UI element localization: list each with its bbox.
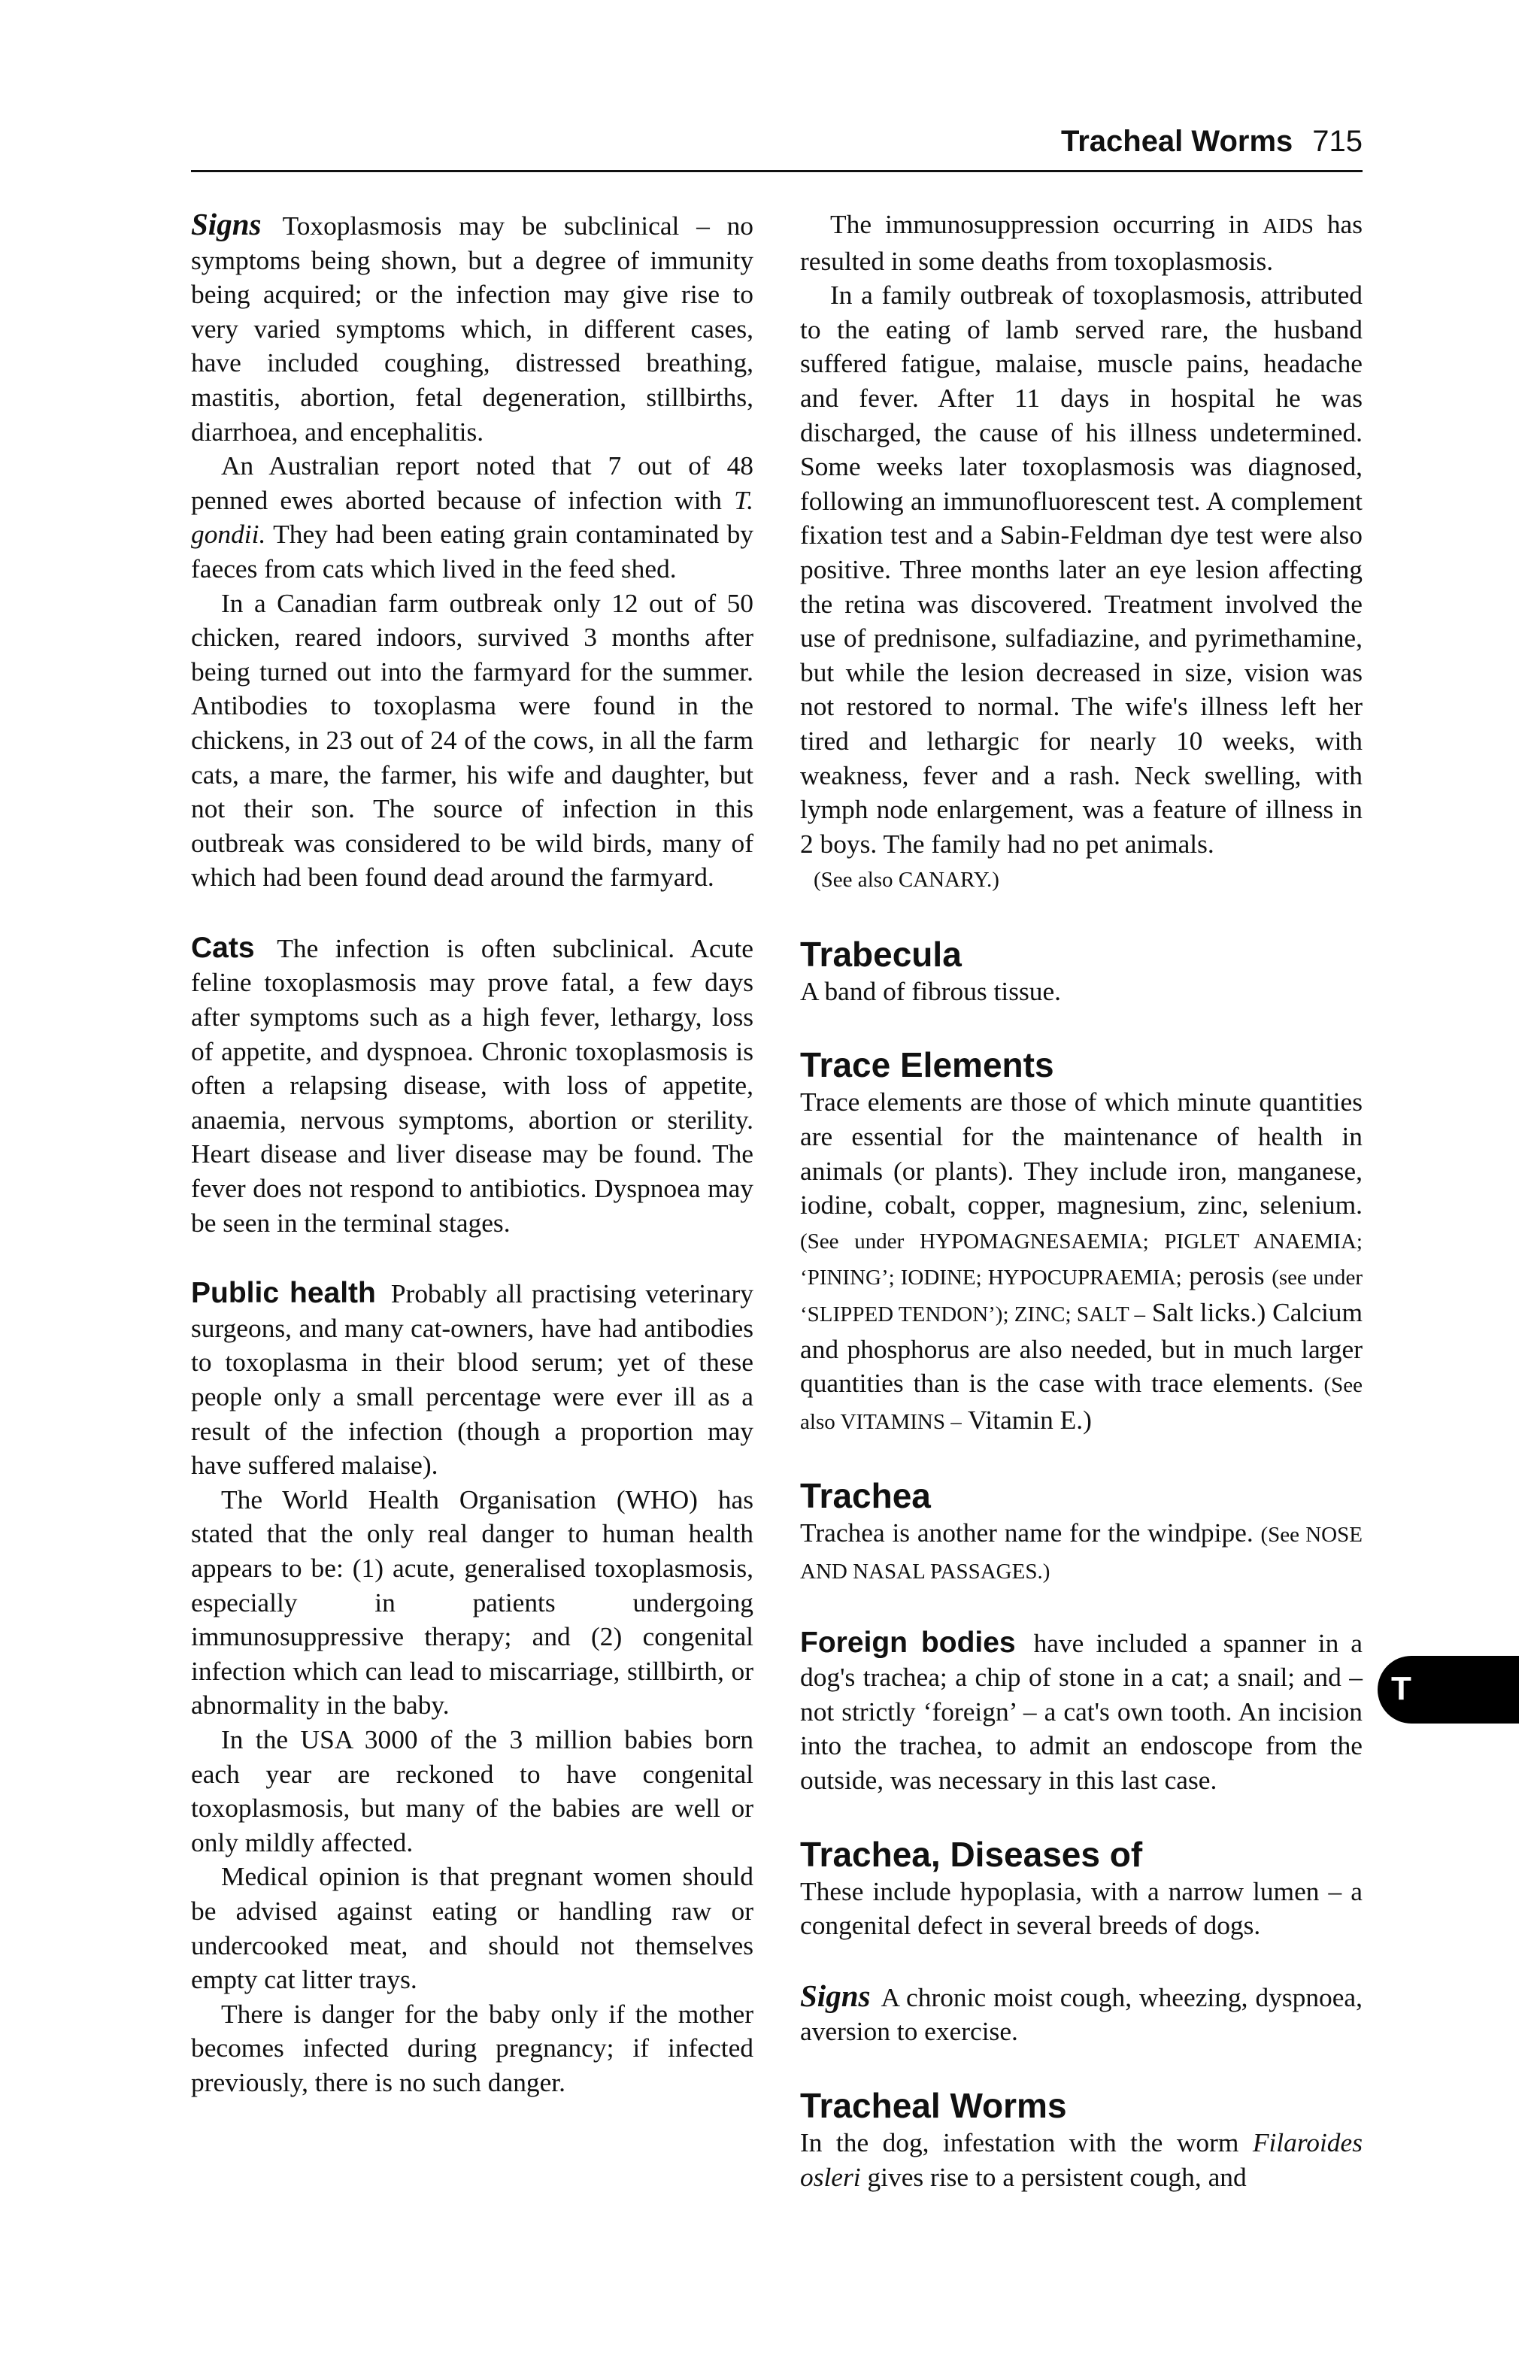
public-health-label: Public health: [191, 1277, 376, 1310]
thumb-index-tab: [1378, 1656, 1519, 1724]
cross-reference: (See NOSE AND NASAL PASSAGES.): [800, 1523, 1363, 1584]
see-also-canary: (See also CANARY.): [814, 868, 999, 893]
public-health-text: Probably all practising veterinary surgeons, and many cat-owners, have had antibodies to toxoplasma in their blood serum; yet of these people only a small percentage were ever ill as a result of the infection (though a proportion may have suffered malaise).: [191, 1278, 754, 1481]
medical-opinion-paragraph: Medical opinion is that pregnant women should be advised against eating or handling raw or undercooked meat, and should not themselves empty cat litter trays.: [191, 1861, 753, 1995]
signs-label: Signs: [191, 207, 262, 241]
cats-label: Cats: [191, 931, 255, 964]
signs-paragraph: [191, 208, 753, 449]
signs-text: A chronic moist cough, wheezing, dyspnoea, aversion to exercise.: [800, 1981, 1363, 2047]
pregnancy-danger-paragraph: There is danger for the baby only if the mother becomes infected during pregnancy; if infected previously, there is no such danger.: [191, 1998, 753, 2097]
foreign-bodies-paragraph: [800, 1626, 1363, 1798]
foreign-bodies-text: have included a spanner in a dog's trachea; a chip of stone in a cat; a snail; and – not strictly ‘foreign’ – a cat's own tooth. An incision into the trachea, to admit an endoscope from the outside, was necessary in this last case.: [800, 1627, 1363, 1795]
left-column: [191, 208, 753, 2100]
heading-trace-elements: Trace Elements: [800, 1045, 1054, 1085]
who-paragraph: The World Health Organisation (WHO) has stated that the only real danger to human health appears to be: (1) acute, generalised toxoplasmosis, especially in patients undergoing immunosuppressive therapy; and (2) congenital infection which can lead to miscarriage, stillbirth, or abnormality in the baby.: [191, 1484, 753, 1721]
signs-label: Signs: [800, 1978, 871, 2013]
public-health-paragraph: [191, 1276, 753, 1483]
cats-paragraph: [191, 931, 753, 1240]
heading-trachea: Trachea: [800, 1476, 931, 1516]
aids-paragraph: The immunosuppression occurring in AIDS has resulted in some deaths from toxoplasmosis.: [800, 209, 1363, 276]
cross-reference: (See also VITAMINS –: [800, 1373, 1363, 1434]
signs-paragraph-2: [800, 1979, 1363, 2049]
heading-trachea-diseases: Trachea, Diseases of: [800, 1834, 1143, 1874]
page-number: 715: [1312, 125, 1363, 158]
running-head: [191, 123, 1363, 159]
thumb-index-letter: T: [1391, 1670, 1411, 1707]
right-column: [800, 208, 1363, 2194]
usa-paragraph: In the USA 3000 of the 3 million babies born each year are reckoned to have congenital toxoplasmosis, but many of the babies are well or only mildly affected.: [191, 1724, 753, 1857]
foreign-bodies-label: Foreign bodies: [800, 1626, 1016, 1659]
signs-text: Toxoplasmosis may be subclinical – no symptoms being shown, but a degree of immunity being acquired; or the infection may give rise to very varied symptoms which, in different cases, have included coughing, distressed breathing, mastitis, abortion, fetal degeneration, stillbirths, diarrhoea, and encephalitis.: [191, 211, 753, 447]
cats-text: The infection is often subclinical. Acute feline toxoplasmosis may prove fatal, a few days after symptoms such as a high fever, lethargy, loss of appetite, and dyspnoea. Chronic toxoplasmosis is often a relapsing disease, with loss of appetite, anaemia, nervous symptoms, abortion or sterility. Heart disease and liver disease may be found. The fever does not respond to antibiotics. Dyspnoea may be seen in the terminal stages.: [191, 932, 753, 1238]
trachea-definition: Trachea is another name for the windpipe. (See NOSE AND NASAL PASSAGES.): [800, 1517, 1363, 1584]
cross-reference: (see under ‘SLIPPED TENDON’); ZINC; SALT –: [800, 1266, 1363, 1327]
trace-elements-paragraph: Trace elements are those of which minute quantities are essential for the maintenance of health in animals (or plants). They include iron, manganese, iodine, cobalt, copper, magnesium, zinc, selenium. (See under HYPOMAGNESAEMIA; PIGLET ANAEMIA; ‘PINING’; IODINE; HYPOCUPRAEMIA; perosis (see under ‘SLIPPED TENDON’); ZINC; SALT – Salt licks.) Calcium and phosphorus are also needed, but in much larger quantities than is the case with trace elements. (See also VITAMINS – Vitamin E.): [800, 1087, 1363, 1435]
trachea-diseases-text: These include hypoplasia, with a narrow lumen – a congenital defect in several breeds of dogs.: [800, 1875, 1363, 1941]
tracheal-worms-text: In the dog, infestation with the worm Filaroides osleri gives rise to a persistent cough, and: [800, 2127, 1363, 2192]
running-head-title: Tracheal Worms: [1060, 125, 1293, 158]
trabecula-definition: A band of fibrous tissue.: [800, 975, 1061, 1006]
heading-tracheal-worms: Tracheal Worms: [800, 2085, 1067, 2125]
species-name: Filaroides osleri: [800, 2127, 1363, 2192]
species-name: T. gondii.: [191, 484, 753, 550]
family-outbreak-paragraph: In a family outbreak of toxoplasmosis, attributed to the eating of lamb served rare, the husband suffered fatigue, malaise, muscle pains, headache and fever. After 11 days in hospital he was discharged, the cause of his illness undetermined. Some weeks later toxoplasmosis was diagnosed, following an immunofluorescent test. A complement fixation test and a Sabin-Feldman dye test were also positive. Three months later an eye lesion affecting the retina was discovered. Treatment involved the use of prednisone, sulfadiazine, and pyrimethamine, but while the lesion decreased in size, vision was not restored to normal. The wife's illness left her tired and lethargic for nearly 10 weeks, with weakness, fever and a rash. Neck swelling, with lymph node enlargement, was a feature of illness in 2 boys. The family had no pet animals.: [800, 280, 1363, 859]
heading-trabecula: Trabecula: [800, 934, 962, 974]
cross-reference: (See under HYPOMAGNESAEMIA; PIGLET ANAEMIA; ‘PINING’; IODINE; HYPOCUPRAEMIA;: [800, 1229, 1363, 1290]
canadian-outbreak-paragraph: In a Canadian farm outbreak only 12 out of 50 chicken, reared indoors, survived 3 months after being turned out into the farmyard for the summer. Antibodies to toxoplasma were found in the chickens, in 23 out of 24 of the cows, in all the farm cats, a mare, the farmer, his wife and daughter, but not their son. The source of infection in this outbreak was considered to be wild birds, many of which had been found dead around the farmyard.: [191, 587, 753, 893]
australian-report-paragraph: An Australian report noted that 7 out of 48 penned ewes aborted because of infection with T. gondii. They had been eating grain contaminated by faeces from cats which lived in the feed shed.: [191, 450, 753, 584]
header-rule: [191, 170, 1363, 172]
